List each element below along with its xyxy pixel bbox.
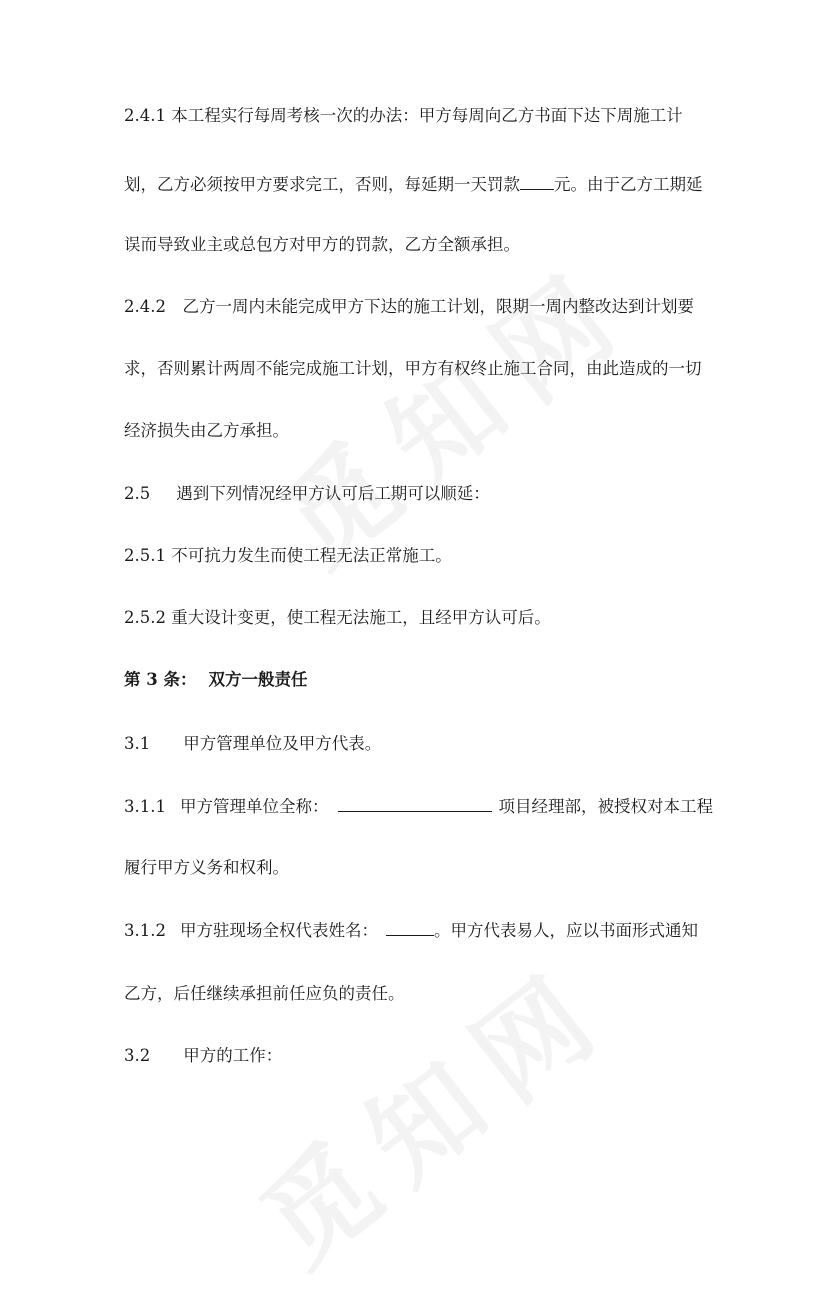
clause-3-1-1-line-1 xyxy=(124,794,724,819)
article-number: 第 3 条： xyxy=(124,670,197,689)
text-segment: 项目经理部，被授权对本工程 xyxy=(498,797,713,816)
clause-number: 3.1.2 xyxy=(124,921,166,940)
clause-3-1-2-line-2: 乙方，后任继续承担前任应负的责任。 xyxy=(124,984,405,1003)
management-unit-name-blank xyxy=(338,794,492,812)
clause-2-5-2: 2.5.2 重大设计变更，使工程无法施工，且经甲方认可后。 xyxy=(124,608,551,627)
clause-2-4-1-line-3: 误而导致业主或总包方对甲方的罚款，乙方全额承担。 xyxy=(124,235,520,254)
clause-2-5-1: 2.5.1 不可抗力发生而使工程无法正常施工。 xyxy=(124,546,452,565)
clause-2-4-1-line-2 xyxy=(124,172,724,197)
clause-2-4-2-line-1: 2.4.2 乙方一周内未能完成甲方下达的施工计划，限期一周内整改达到计划要 xyxy=(124,297,694,316)
text-segment: 元。由于乙方工期延 xyxy=(554,175,703,194)
article-3-heading xyxy=(124,668,724,692)
clause-text: 甲方的工作： xyxy=(183,1046,283,1065)
clause-3-1-1-line-2: 履行甲方义务和权利。 xyxy=(124,858,289,877)
fine-amount-blank xyxy=(520,172,554,190)
clause-text: 遇到下列情况经甲方认可后工期可以顺延： xyxy=(176,484,490,503)
text-segment: 甲方管理单位全称： xyxy=(179,797,329,816)
representative-name-blank xyxy=(386,918,434,936)
clause-3-2 xyxy=(124,1044,724,1068)
text-segment: 甲方驻现场全权代表姓名： xyxy=(179,921,378,940)
clause-2-4-2-line-3: 经济损失由乙方承担。 xyxy=(124,421,289,440)
clause-2-5 xyxy=(124,482,724,506)
clause-3-1-2-line-1 xyxy=(124,918,724,943)
clause-number: 3.2 xyxy=(124,1046,151,1065)
clause-number: 2.5 xyxy=(124,484,151,503)
clause-2-4-1-line-1: 2.4.1 本工程实行每周考核一次的办法：甲方每周向乙方书面下达下周施工计 xyxy=(124,106,683,125)
clause-number: 3.1.1 xyxy=(124,797,166,816)
text-segment: 。甲方代表易人，应以书面形式通知 xyxy=(433,921,698,940)
clause-number: 3.1 xyxy=(124,734,151,753)
text-segment: 划，乙方必须按甲方要求完工，否则，每延期一天罚款 xyxy=(124,175,520,194)
clause-3-1 xyxy=(124,732,724,756)
article-title: 双方一般责任 xyxy=(208,670,308,689)
clause-text: 甲方管理单位及甲方代表。 xyxy=(183,734,382,753)
clause-2-4-2-line-2: 求，否则累计两周不能完成施工计划，甲方有权终止施工合同，由此造成的一切 xyxy=(124,359,702,378)
